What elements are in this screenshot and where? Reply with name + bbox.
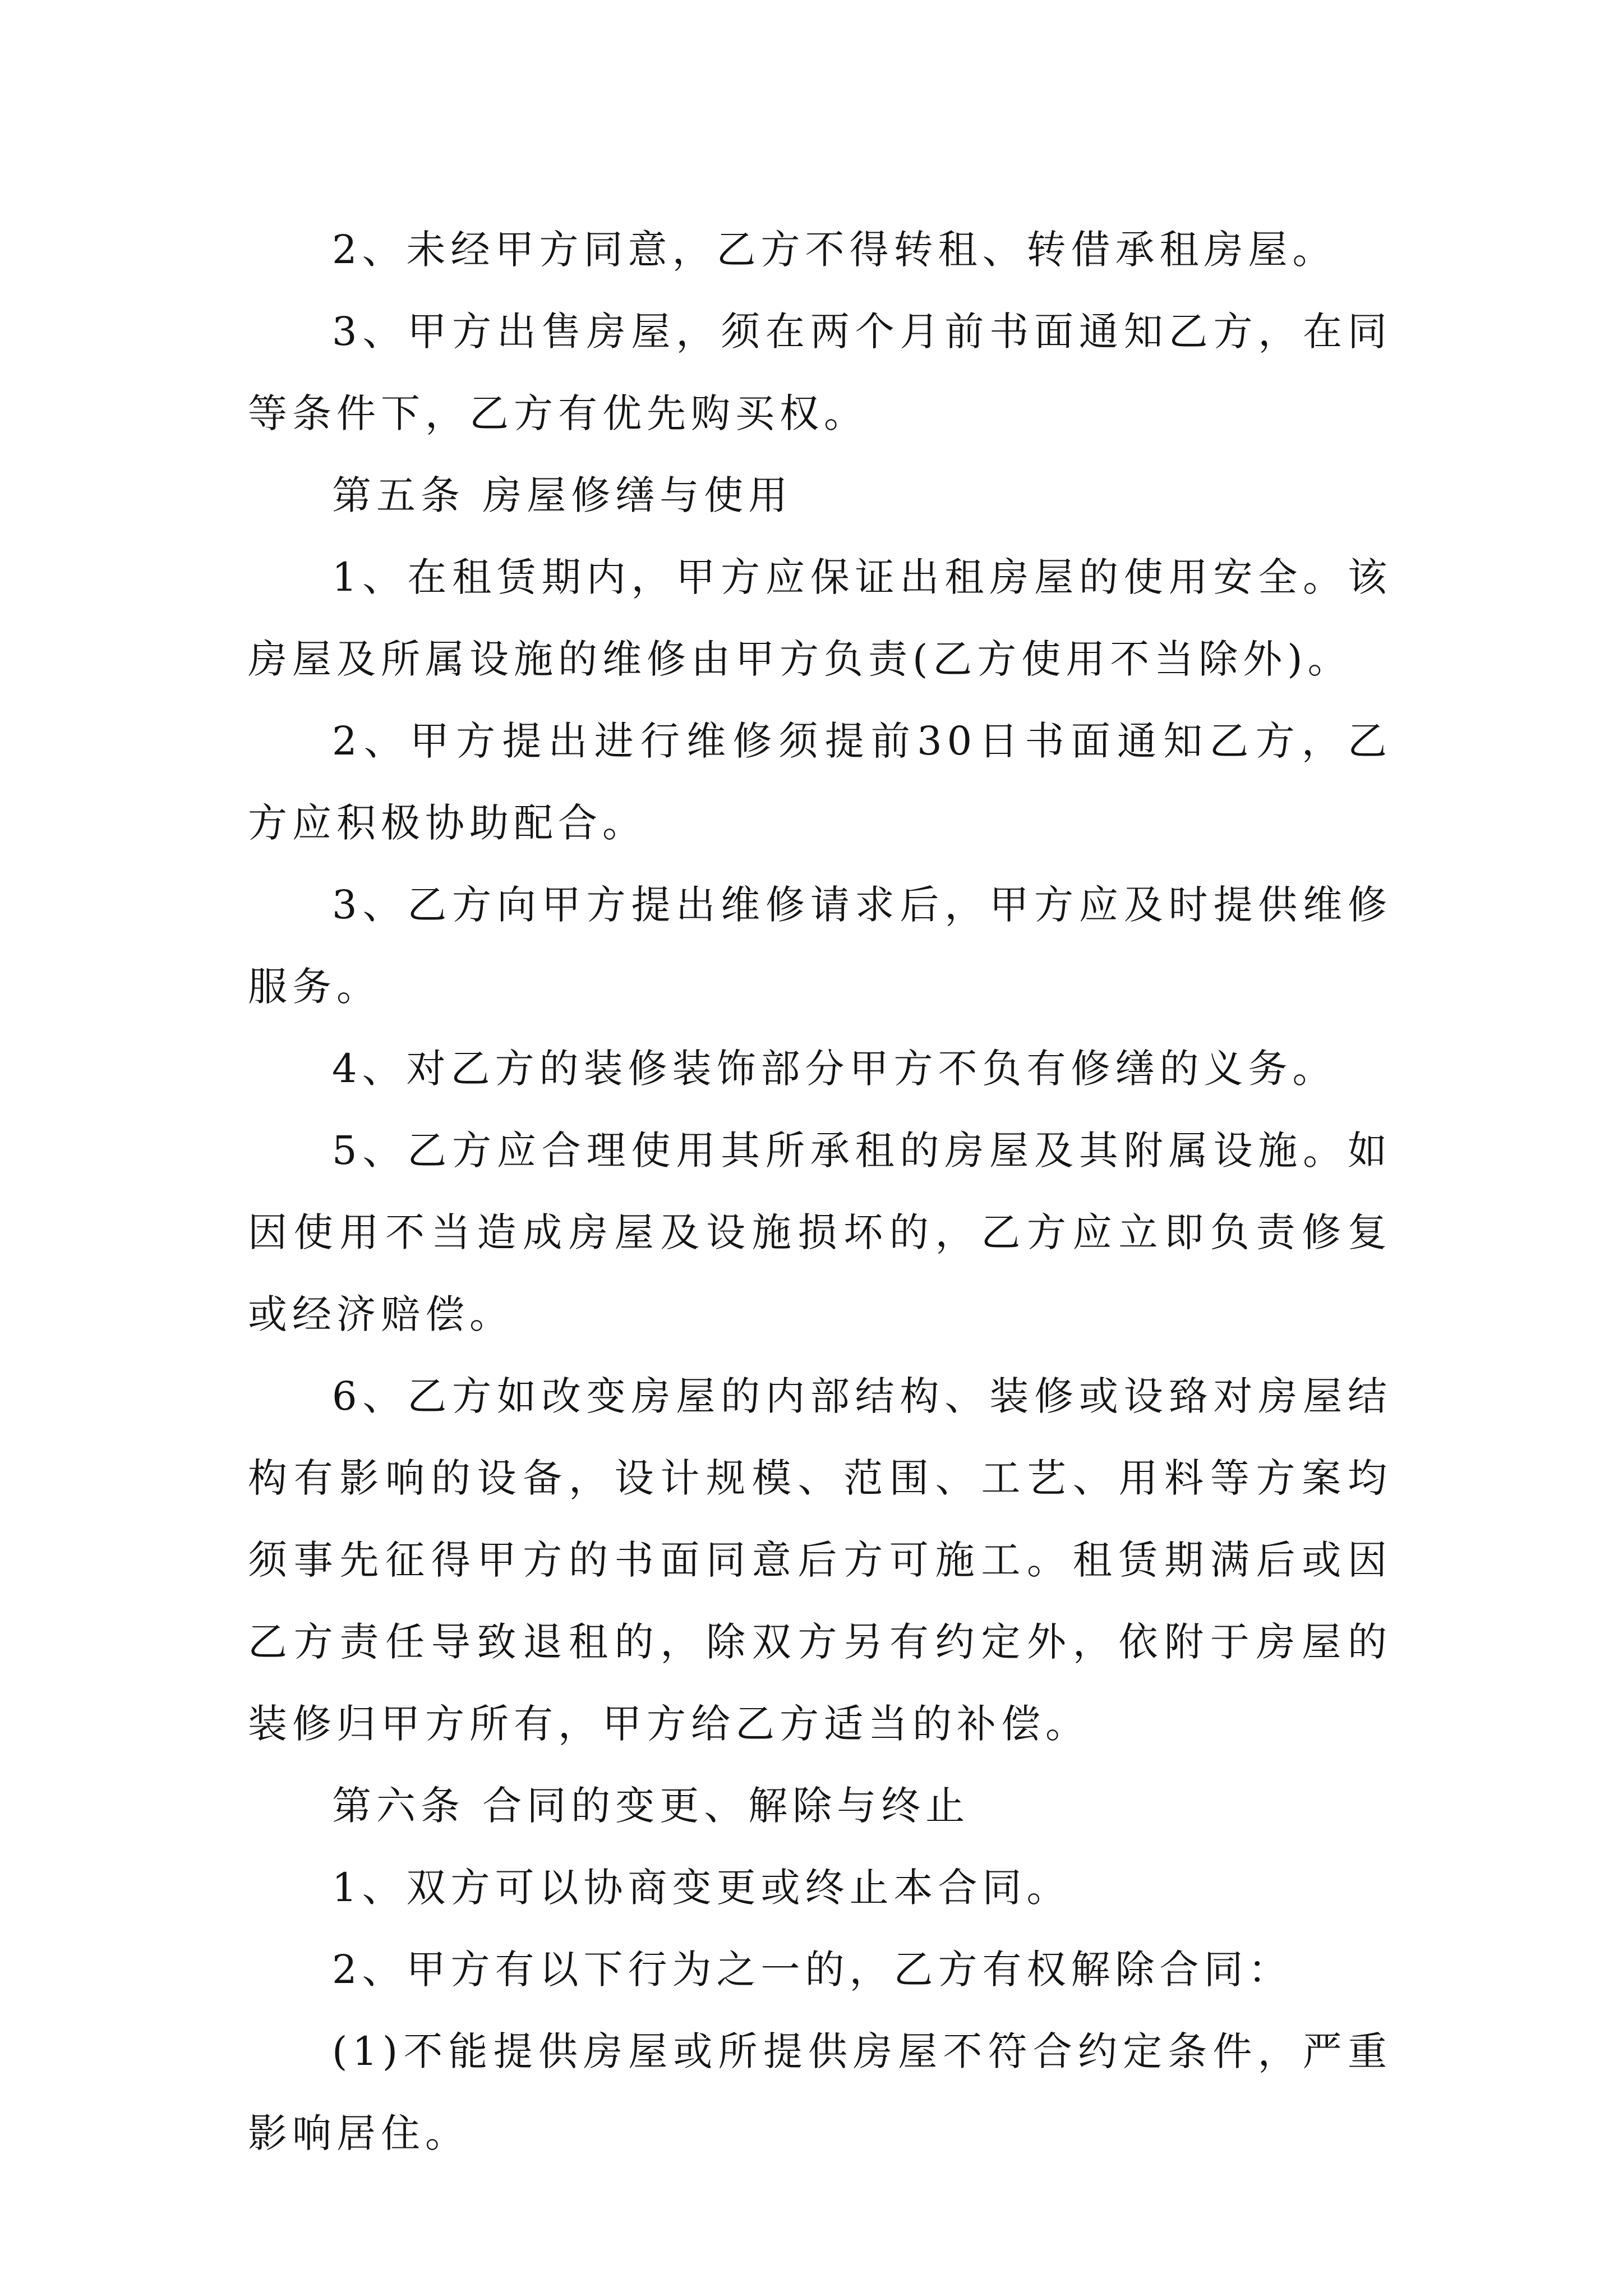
section-heading: 第五条 房屋修缮与使用 (332, 472, 793, 518)
clause-paragraph: 1、在租赁期内，甲方应保证出租房屋的使用安全。该房屋及所属设施的维修由甲方负责(乙方使用不当除外)。 (248, 554, 1392, 682)
clause-paragraph: 4、对乙方的装修装饰部分甲方不负有修缮的义务。 (332, 1046, 1337, 1092)
clause-paragraph: 5、乙方应合理使用其所承租的房屋及其附属设施。如因使用不当造成房屋及设施损坏的，乙方应立即负责修复或经济赔偿。 (248, 1128, 1392, 1337)
clause-paragraph: 2、甲方提出进行维修须提前30日书面通知乙方，乙方应积极协助配合。 (248, 718, 1392, 846)
document-body (248, 209, 1392, 2174)
section-heading: 第六条 合同的变更、解除与终止 (332, 1783, 970, 1829)
clause-paragraph: 2、甲方有以下行为之一的，乙方有权解除合同： (332, 1947, 1293, 1993)
clause-paragraph: 6、乙方如改变房屋的内部结构、装修或设臵对房屋结构有影响的设备，设计规模、范围、工艺、用料等方案均须事先征得甲方的书面同意后方可施工。租赁期满后或因乙方责任导致退租的，除双方另有约定外，依附于房屋的装修归甲方所有，甲方给乙方适当的补偿。 (248, 1373, 1392, 1747)
clause-paragraph: 3、乙方向甲方提出维修请求后，甲方应及时提供维修服务。 (248, 882, 1392, 1010)
clause-paragraph: 1、双方可以协商变更或终止本合同。 (332, 1865, 1071, 1911)
clause-paragraph: 2、未经甲方同意，乙方不得转租、转借承租房屋。 (332, 227, 1337, 273)
clause-paragraph: 3、甲方出售房屋，须在两个月前书面通知乙方，在同等条件下，乙方有优先购买权。 (248, 309, 1392, 436)
sub-clause-paragraph: (1)不能提供房屋或所提供房屋不符合约定条件，严重影响居住。 (248, 2028, 1392, 2156)
